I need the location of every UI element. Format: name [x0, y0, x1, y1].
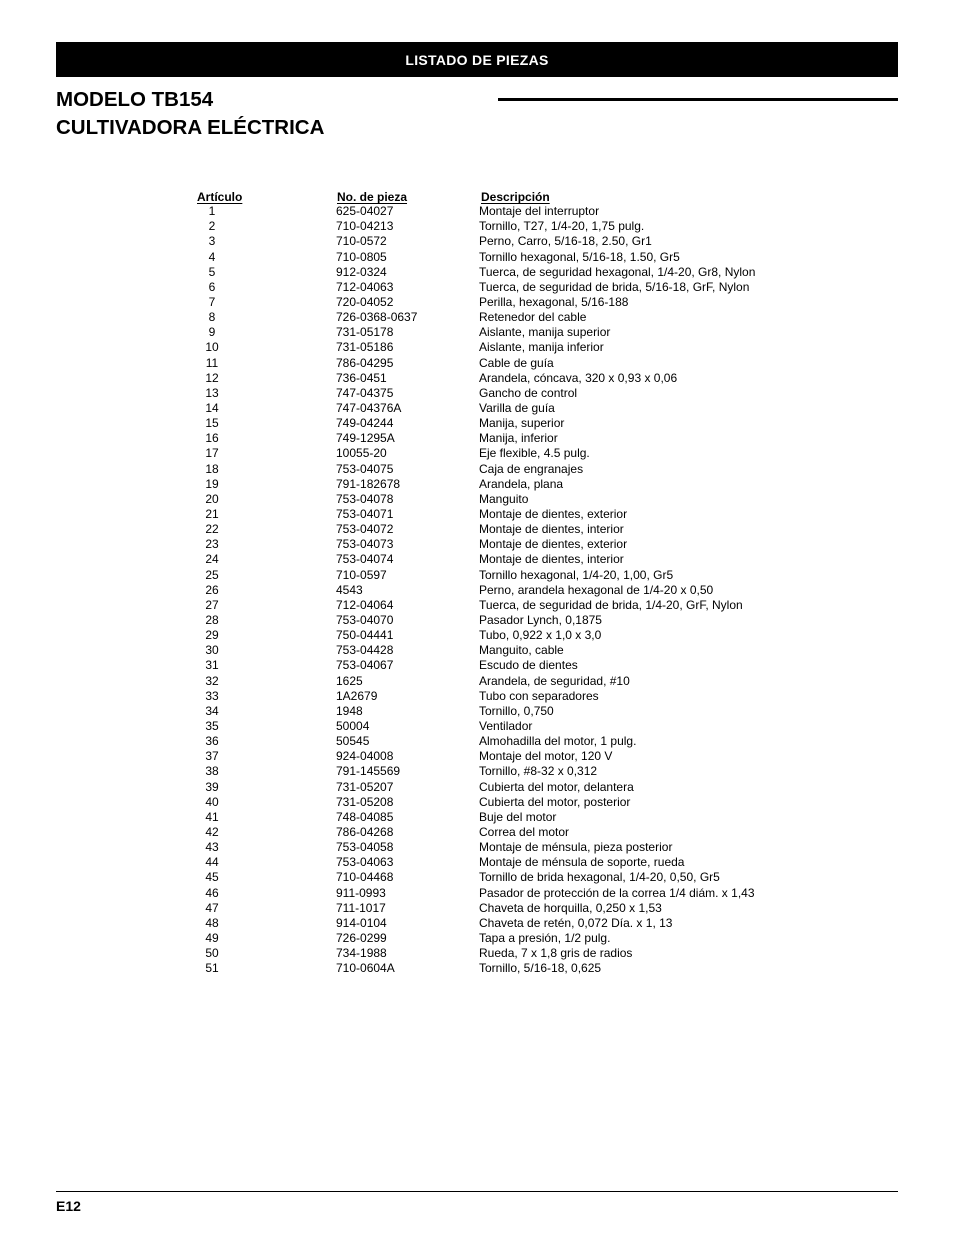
cell-article: 21	[205, 507, 219, 521]
cell-article: 10	[205, 340, 219, 355]
cell-article: 31	[205, 658, 219, 673]
cell-part-number: 731-05208	[336, 794, 394, 809]
cell-description: Cubierta del motor, delantera	[479, 779, 634, 794]
cell-description: Perno, arandela hexagonal de 1/4-20 x 0,50	[479, 582, 714, 597]
table-row	[195, 537, 795, 552]
table-row	[195, 855, 795, 870]
cell-part-number: 786-04268	[336, 824, 394, 839]
cell-part-number: 1625	[336, 673, 363, 688]
cell-description: Pasador Lynch, 0,1875	[479, 612, 602, 627]
cell-description: Aislante, manija superior	[479, 325, 611, 340]
cell-part-number: 731-05207	[336, 779, 394, 794]
cell-description: Montaje de dientes, exterior	[479, 507, 628, 521]
cell-article: 44	[205, 855, 219, 870]
cell-article: 37	[205, 749, 219, 764]
table-row	[195, 492, 795, 507]
cell-article: 22	[205, 522, 219, 537]
cell-description: Montaje del interruptor	[479, 204, 600, 219]
cell-article: 39	[205, 779, 219, 794]
cell-part-number: 753-04071	[336, 507, 394, 521]
table-row	[195, 280, 795, 295]
cell-part-number: 1948	[336, 703, 363, 718]
cell-article: 8	[208, 310, 216, 325]
cell-part-number: 710-0805	[336, 249, 387, 264]
cell-description: Cubierta del motor, posterior	[479, 794, 631, 809]
table-row	[195, 946, 795, 961]
table-row	[195, 583, 795, 598]
cell-description: Tuerca, de seguridad de brida, 5/16-18, GrF, Nylon	[479, 279, 750, 294]
table-row	[195, 901, 795, 916]
table-row	[195, 219, 795, 234]
cell-part-number: 749-1295A	[336, 431, 395, 446]
cell-description: Tornillo, T27, 1/4-20, 1,75 pulg.	[479, 219, 645, 234]
table-row	[195, 749, 795, 764]
cell-article: 25	[205, 567, 219, 582]
cell-article: 18	[205, 461, 219, 476]
cell-part-number: 753-04073	[336, 537, 394, 552]
cell-article: 12	[205, 370, 219, 385]
table-row	[195, 522, 795, 537]
cell-part-number: 749-04244	[336, 416, 394, 431]
cell-part-number: 747-04375	[336, 385, 394, 400]
table-row	[195, 325, 795, 340]
cell-article: 4	[208, 249, 216, 264]
table-row	[195, 431, 795, 446]
cell-article: 9	[208, 325, 216, 340]
cell-part-number: 753-04072	[336, 522, 394, 537]
title-rule	[498, 98, 898, 101]
cell-article: 6	[208, 279, 216, 294]
page-title	[56, 86, 324, 142]
cell-description: Ventilador	[479, 718, 533, 733]
table-row	[195, 886, 795, 901]
cell-article: 17	[205, 446, 219, 461]
cell-part-number: 911-0993	[336, 885, 386, 900]
table-row	[195, 810, 795, 825]
cell-description: Tornillo, 5/16-18, 0,625	[479, 961, 602, 976]
cell-description: Arandela, de seguridad, #10	[479, 673, 630, 688]
cell-part-number: 710-0572	[336, 234, 387, 249]
cell-article: 28	[205, 612, 219, 627]
table-row	[195, 643, 795, 658]
table-row	[195, 477, 795, 492]
cell-article: 30	[205, 643, 219, 658]
table-row	[195, 462, 795, 477]
cell-description: Tuerca, de seguridad hexagonal, 1/4-20, Gr8, Nylon	[479, 264, 756, 279]
cell-part-number: 748-04085	[336, 809, 394, 824]
cell-article: 38	[205, 764, 219, 779]
cell-article: 45	[205, 870, 219, 885]
cell-description: Arandela, plana	[479, 476, 564, 491]
cell-part-number: 734-1988	[336, 946, 387, 961]
column-header-article: Artículo	[197, 190, 243, 204]
table-row	[195, 371, 795, 386]
cell-part-number: 791-145569	[336, 764, 401, 779]
table-row	[195, 674, 795, 689]
cell-description: Caja de engranajes	[479, 461, 584, 476]
table-row	[195, 401, 795, 416]
table-row	[195, 870, 795, 885]
cell-description: Tornillo, #8-32 x 0,312	[479, 764, 598, 779]
cell-description: Tuerca, de seguridad de brida, 1/4-20, GrF, Nylon	[479, 597, 743, 612]
cell-article: 2	[208, 219, 216, 234]
cell-part-number: 753-04428	[336, 643, 394, 658]
cell-description: Manguito	[479, 491, 529, 506]
column-header-description: Descripción	[481, 190, 550, 204]
table-row	[195, 931, 795, 946]
cell-article: 34	[205, 703, 219, 718]
cell-description: Montaje de dientes, exterior	[479, 537, 628, 552]
table-row	[195, 340, 795, 355]
cell-article: 15	[205, 416, 219, 431]
cell-description: Buje del motor	[479, 809, 557, 824]
table-row	[195, 265, 795, 280]
cell-description: Perno, Carro, 5/16-18, 2.50, Gr1	[479, 234, 652, 249]
cell-description: Aislante, manija inferior	[479, 340, 604, 355]
table-row	[195, 446, 795, 461]
cell-article: 14	[205, 401, 219, 416]
cell-part-number: 4543	[336, 582, 363, 597]
table-row	[195, 628, 795, 643]
table-row	[195, 704, 795, 719]
table-row	[195, 613, 795, 628]
cell-part-number: 50545	[336, 734, 370, 749]
cell-part-number: 786-04295	[336, 355, 394, 370]
cell-article: 11	[205, 355, 219, 370]
cell-article: 43	[205, 840, 219, 855]
cell-part-number: 710-04213	[336, 219, 394, 234]
cell-description: Montaje de dientes, interior	[479, 552, 624, 567]
table-row	[195, 507, 795, 522]
cell-part-number: 10055-20	[336, 446, 387, 461]
table-row	[195, 386, 795, 401]
cell-article: 49	[205, 930, 219, 945]
cell-description: Escudo de dientes	[479, 658, 578, 673]
table-row	[195, 295, 795, 310]
page-title-line1: MODELO TB154	[56, 88, 214, 111]
cell-article: 48	[205, 915, 219, 930]
table-row	[195, 250, 795, 265]
cell-part-number: 720-04052	[336, 295, 394, 310]
cell-description: Retenedor del cable	[479, 310, 587, 325]
cell-article: 50	[205, 946, 219, 961]
cell-article: 46	[205, 885, 219, 900]
cell-part-number: 50004	[336, 718, 370, 733]
cell-article: 20	[205, 491, 219, 506]
cell-part-number: 625-04027	[336, 204, 394, 219]
table-row	[195, 825, 795, 840]
cell-description: Tubo, 0,922 x 1,0 x 3,0	[479, 628, 602, 643]
cell-article: 51	[205, 961, 219, 976]
cell-description: Tapa a presión, 1/2 pulg.	[479, 930, 611, 945]
cell-article: 1	[208, 204, 216, 219]
cell-article: 19	[205, 476, 219, 491]
cell-description: Rueda, 7 x 1,8 gris de radios	[479, 946, 633, 961]
table-row	[195, 310, 795, 325]
table-row	[195, 204, 795, 219]
cell-description: Gancho de control	[479, 385, 578, 400]
table-row	[195, 356, 795, 371]
cell-description: Arandela, cóncava, 320 x 0,93 x 0,06	[479, 370, 678, 385]
cell-part-number: 753-04067	[336, 658, 394, 673]
section-header-bar	[56, 42, 898, 77]
cell-part-number: 924-04008	[336, 749, 394, 764]
cell-description: Eje flexible, 4.5 pulg.	[479, 446, 590, 461]
cell-part-number: 1A2679	[336, 688, 378, 703]
cell-article: 41	[205, 809, 219, 824]
cell-article: 3	[208, 234, 216, 249]
section-header-label: LISTADO DE PIEZAS	[405, 51, 549, 68]
table-row	[195, 568, 795, 583]
cell-description: Almohadilla del motor, 1 pulg.	[479, 734, 637, 749]
cell-part-number: 753-04058	[336, 840, 394, 855]
table-row	[195, 780, 795, 795]
cell-description: Perilla, hexagonal, 5/16-188	[479, 295, 629, 310]
cell-part-number: 753-04070	[336, 612, 394, 627]
cell-article: 5	[208, 264, 216, 279]
table-row	[195, 764, 795, 779]
table-row	[195, 416, 795, 431]
table-row	[195, 234, 795, 249]
cell-description: Chaveta de retén, 0,072 Día. x 1, 13	[479, 915, 673, 930]
cell-part-number: 791-182678	[336, 476, 401, 491]
page-number: E12	[56, 1198, 81, 1214]
cell-part-number: 726-0368-0637	[336, 310, 418, 325]
cell-description: Correa del motor	[479, 824, 570, 839]
cell-description: Tornillo, 0,750	[479, 703, 554, 718]
cell-part-number: 912-0324	[336, 264, 387, 279]
cell-part-number: 710-0604A	[336, 961, 395, 976]
cell-article: 23	[205, 537, 219, 552]
table-row	[195, 689, 795, 704]
cell-article: 27	[205, 597, 219, 612]
footer-rule	[56, 1191, 898, 1192]
cell-part-number: 712-04063	[336, 279, 394, 294]
cell-article: 42	[205, 824, 219, 839]
cell-description: Manguito, cable	[479, 643, 564, 658]
cell-part-number: 753-04078	[336, 491, 394, 506]
cell-article: 7	[208, 295, 216, 310]
cell-article: 33	[205, 688, 219, 703]
cell-article: 35	[205, 718, 219, 733]
cell-description: Chaveta de horquilla, 0,250 x 1,53	[479, 900, 662, 915]
cell-description: Tornillo de brida hexagonal, 1/4-20, 0,50, Gr5	[479, 870, 720, 885]
table-row	[195, 734, 795, 749]
cell-article: 24	[205, 552, 219, 567]
cell-description: Varilla de guía	[479, 401, 555, 416]
cell-article: 16	[205, 431, 219, 446]
cell-description: Montaje de dientes, interior	[479, 522, 624, 537]
cell-article: 32	[205, 673, 219, 688]
cell-description: Tubo con separadores	[479, 688, 599, 703]
cell-part-number: 710-0597	[336, 567, 387, 582]
cell-description: Montaje de ménsula, pieza posterior	[479, 840, 673, 855]
cell-description: Manija, inferior	[479, 431, 558, 446]
page-title-line2: CULTIVADORA ELÉCTRICA	[56, 116, 325, 139]
cell-description: Tornillo hexagonal, 5/16-18, 1.50, Gr5	[479, 249, 680, 264]
table-row	[195, 598, 795, 613]
table-row	[195, 840, 795, 855]
cell-part-number: 753-04074	[336, 552, 394, 567]
cell-part-number: 753-04063	[336, 855, 394, 870]
cell-article: 26	[205, 582, 219, 597]
cell-part-number: 753-04075	[336, 461, 394, 476]
cell-part-number: 711-1017	[336, 900, 386, 915]
cell-part-number: 747-04376A	[336, 401, 402, 416]
cell-part-number: 914-0104	[336, 915, 387, 930]
cell-description: Montaje del motor, 120 V	[479, 749, 613, 764]
cell-description: Cable de guía	[479, 355, 554, 370]
cell-part-number: 712-04064	[336, 597, 394, 612]
table-row	[195, 658, 795, 673]
cell-part-number: 731-05178	[336, 325, 394, 340]
cell-part-number: 736-0451	[336, 370, 387, 385]
cell-part-number: 710-04468	[336, 870, 394, 885]
cell-part-number: 726-0299	[336, 930, 387, 945]
cell-article: 29	[205, 628, 219, 643]
cell-description: Montaje de ménsula de soporte, rueda	[479, 855, 685, 870]
parts-table-header	[195, 189, 795, 204]
cell-article: 40	[205, 794, 219, 809]
table-row	[195, 916, 795, 931]
cell-article: 47	[205, 900, 219, 915]
table-row	[195, 795, 795, 810]
cell-article: 36	[205, 734, 219, 749]
cell-part-number: 750-04441	[336, 628, 394, 643]
parts-table-body	[195, 204, 795, 976]
parts-table	[195, 189, 795, 976]
table-row	[195, 961, 795, 976]
cell-description: Tornillo hexagonal, 1/4-20, 1,00, Gr5	[479, 567, 674, 582]
cell-description: Manija, superior	[479, 416, 565, 431]
cell-part-number: 731-05186	[336, 340, 394, 355]
table-row	[195, 552, 795, 567]
cell-description: Pasador de protección de la correa 1/4 diám. x 1,43	[479, 885, 755, 900]
table-row	[195, 719, 795, 734]
cell-article: 13	[205, 385, 219, 400]
column-header-part-number: No. de pieza	[337, 190, 408, 204]
